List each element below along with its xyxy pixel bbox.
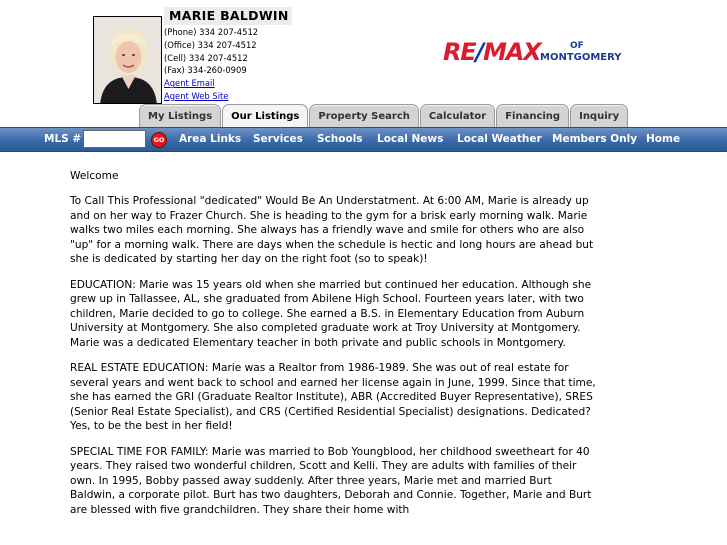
nav-link-schools[interactable]: Schools bbox=[317, 133, 363, 145]
mls-label: MLS # bbox=[44, 133, 82, 145]
agent-phone: (Phone) 334 207-4512 bbox=[164, 27, 259, 37]
nav-link-home[interactable]: Home bbox=[646, 133, 681, 145]
logo-city-text: MONTGOMERY bbox=[540, 52, 622, 63]
agent-photo bbox=[93, 16, 162, 104]
agent-fax: (Fax) 334-260-0909 bbox=[164, 65, 247, 76]
nav-link-local-news[interactable]: Local News bbox=[377, 133, 444, 145]
remax-logo bbox=[443, 38, 622, 70]
bio-paragraph-intro: To Call This Professional "dedicated" Would Be An Understatment. At 6:00 AM, Marie is already up and on her way to Frazer Church. She is heading to the gym for a brisk early morning walk. Marie walks two miles each morning. She always has a friendly wave and smile for others who are also "up" for a morning walk. There are days when the schedule is hectic and long hours are ahead but she is dedicated by starting her day on the right foot (so to speak)! bbox=[70, 195, 594, 266]
tab-bar bbox=[139, 104, 629, 127]
nav-link-local-weather[interactable]: Local Weather bbox=[457, 133, 542, 145]
agent-email-link[interactable]: Agent Email bbox=[164, 78, 215, 89]
bio-paragraph-education: EDUCATION: Marie was 15 years old when she married but continued her education. Although she grew up in Tallassee, AL, she graduated from Abilene High School. Fourteen years later, with two children, Marie decided to go to college. She earned a B.S. in Elementary Education from Auburn University at Montgomery. She also completed graduate work at Troy University at Montgomery. Marie was a dedicated Elementary teacher in both private and public schools in Montgomery. bbox=[70, 278, 592, 349]
tab-my-listings[interactable]: My Listings bbox=[139, 104, 221, 127]
bio-paragraph-real-estate-education: REAL ESTATE EDUCATION: Marie was a Realtor from 1986-1989. She was out of real estate for several years and went back to school and earned her license again in June, 1999. Since that time, she has earned the GRI (Graduate Realtor Institute), ABR (Accredited Buyer Representative), SRES (Senior Real Estate Specialist), and CRS (Certified Residential Specialist) designations. Dedicated? Yes, to be the best in her field! bbox=[70, 362, 596, 433]
agent-portrait-image bbox=[94, 17, 162, 104]
nav-link-area-links[interactable]: Area Links bbox=[179, 133, 242, 145]
agent-cell-phone: (Cell) 334 207-4512 bbox=[164, 52, 248, 63]
tab-property-search[interactable]: Property Search bbox=[309, 104, 419, 127]
nav-link-members-only[interactable]: Members Only bbox=[552, 133, 638, 145]
agent-name: MARIE BALDWIN bbox=[164, 7, 292, 25]
bio-paragraph-family: SPECIAL TIME FOR FAMILY: Marie was married to Bob Youngblood, her childhood sweetheart for 40 years. They raised two wonderful children, Scott and Kelli. They are adults with families of their own. In 1995, Bobby passed away suddenly. After three years, Marie met and married Burt Baldwin, a corporate pilot. Burt has two daughters, Deborah and Connie. Together, Marie and Burt are blessed with five grandchildren. They share their home with bbox=[70, 445, 592, 516]
bio-content bbox=[70, 169, 600, 528]
agent-website-link[interactable]: Agent Web Site bbox=[164, 90, 229, 101]
tab-our-listings[interactable]: Our Listings bbox=[222, 104, 308, 127]
agent-contact-info bbox=[164, 26, 258, 103]
tab-calculator[interactable]: Calculator bbox=[420, 104, 495, 127]
nav-link-services[interactable]: Services bbox=[253, 133, 303, 145]
agent-office-phone: (Office) 334 207-4512 bbox=[164, 39, 257, 50]
remax-logo-wordmark: RE/MAX bbox=[443, 38, 541, 66]
logo-of-text: OF bbox=[570, 41, 584, 51]
tab-financing[interactable]: Financing bbox=[496, 104, 569, 127]
welcome-heading: Welcome bbox=[70, 170, 119, 182]
nav-bar bbox=[0, 127, 727, 152]
mls-search-input[interactable] bbox=[83, 130, 146, 148]
tab-inquiry[interactable]: Inquiry bbox=[570, 104, 628, 127]
go-button[interactable]: GO bbox=[151, 132, 167, 148]
